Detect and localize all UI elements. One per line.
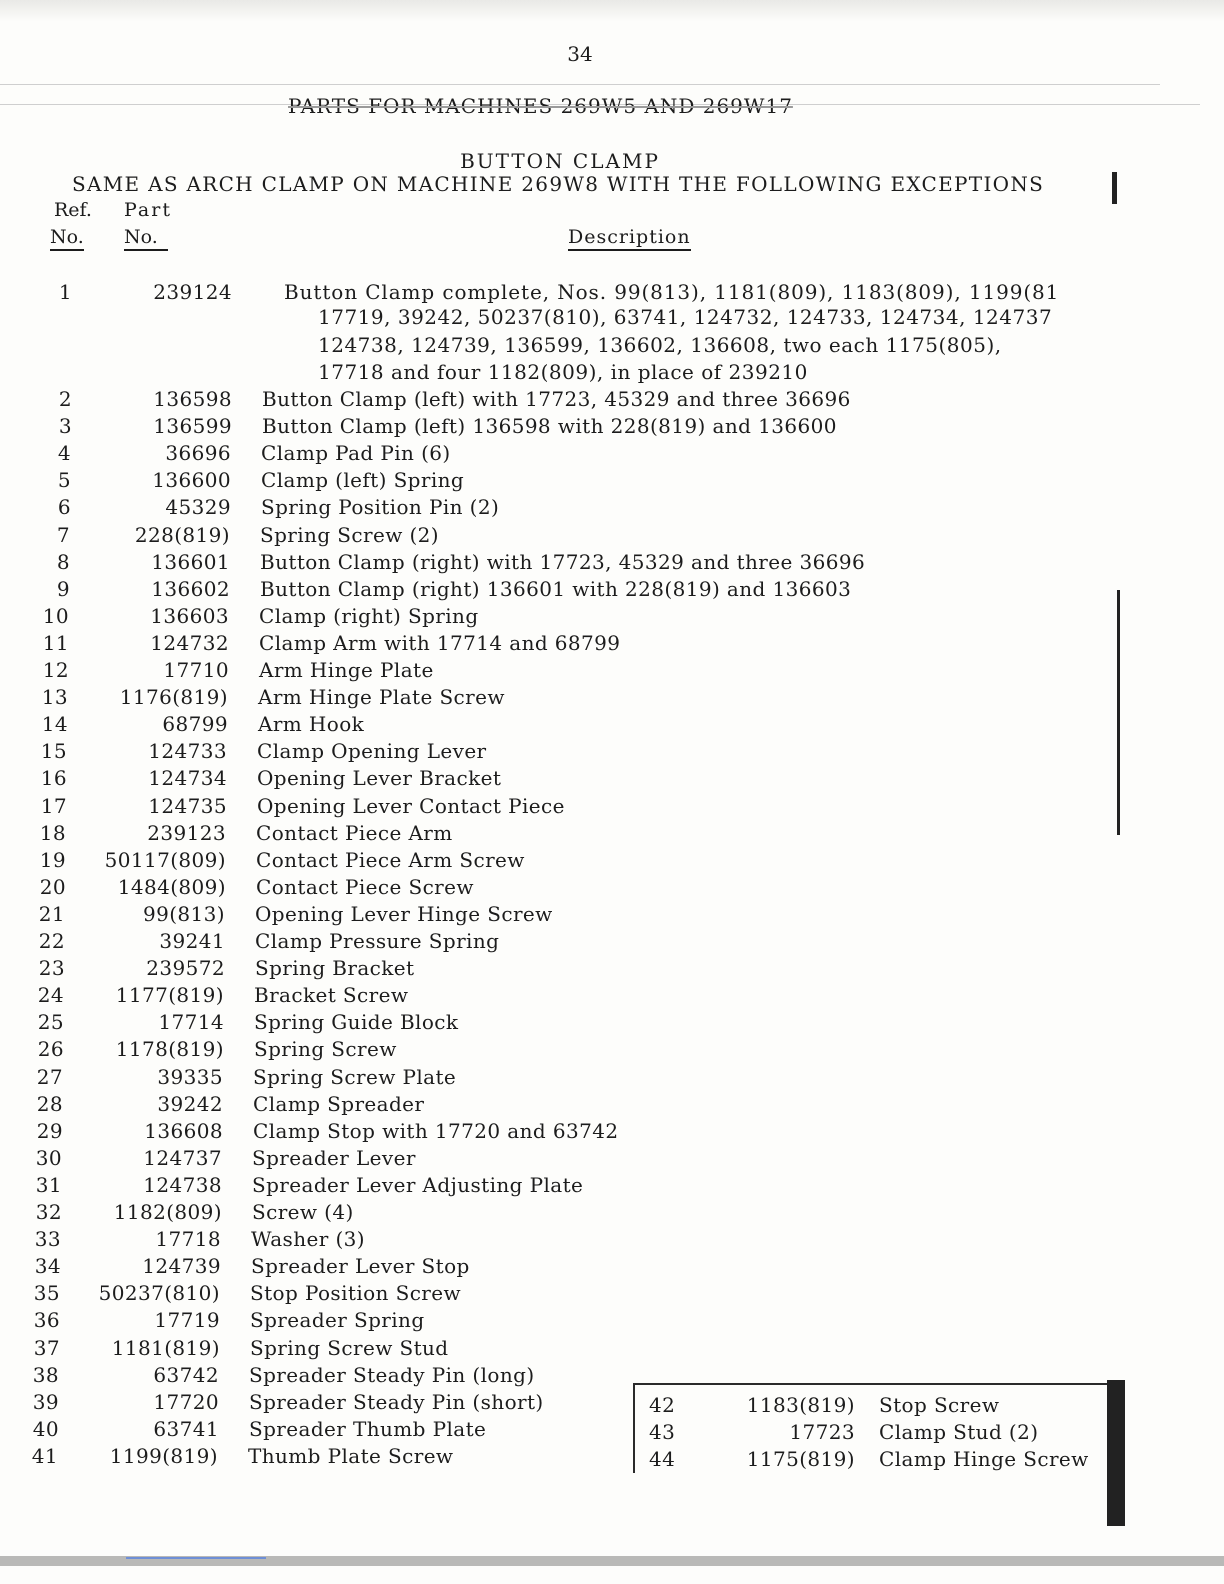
ref-number: 3 [58,414,72,438]
description: Button Clamp (right) with 17723, 45329 and three 36696 [260,550,866,574]
ref-number: 37 [33,1336,60,1360]
part-number: 50117(809) [104,848,226,872]
ref-number: 2 [58,387,72,411]
part-number: 45329 [165,495,231,519]
description-header: Description [568,226,691,251]
ref-number: 38 [32,1363,59,1387]
table-row [37,658,1037,685]
table-row [30,1146,1030,1173]
description: Spring Guide Block [254,1010,459,1034]
table-row [635,1447,1113,1474]
part-number: 17720 [153,1390,219,1414]
section-note: SAME AS ARCH CLAMP ON MACHINE 269W8 WITH THE FOLLOWING EXCEPTIONS [72,172,1045,196]
part-number: 239123 [147,821,226,845]
part-number: 1175(819) [746,1447,855,1471]
description: Thumb Plate Screw [248,1444,454,1468]
table-row [35,766,1035,793]
table-row [34,821,1034,848]
part-number: 124732 [150,631,229,655]
description: Clamp (right) Spring [259,604,479,628]
part-number: 239572 [146,956,225,980]
description: Spreader Thumb Plate [249,1417,487,1441]
part-number: 50237(810) [98,1281,220,1305]
table-row [39,495,1039,522]
part-number: 1181(819) [111,1336,220,1360]
part-number: 63741 [153,1417,219,1441]
ref-number: 9 [56,577,70,601]
description: Spreader Spring [250,1308,425,1332]
description: Clamp Opening Lever [257,739,487,763]
ref-number: 4 [57,441,71,465]
table-row [28,1336,1028,1363]
part-number: 17723 [789,1420,855,1444]
ref-number: 16 [40,766,67,790]
description: Opening Lever Bracket [257,766,502,790]
scan-edge-mark [1117,590,1120,835]
table-row [36,685,1036,712]
part-number: 39335 [157,1065,223,1089]
description: Bracket Screw [254,983,409,1007]
table-row [31,1119,1031,1146]
ref-number: 33 [34,1227,61,1251]
ref-number: 30 [35,1146,62,1170]
description: Contact Piece Arm [256,821,453,845]
continuation-box [633,1383,1113,1473]
ref-number: 10 [42,604,69,628]
part-number: 228(819) [134,523,230,547]
table-row [30,1200,1030,1227]
part-number: 36696 [165,441,231,465]
part-number: 136598 [153,387,232,411]
description: Clamp Stud (2) [879,1420,1039,1444]
scan-blue-line [126,1557,266,1559]
table-row [32,1037,1032,1064]
table-row [38,550,1038,577]
table-row [37,631,1037,658]
ref-number: 5 [57,468,71,492]
ref-number: 31 [35,1173,62,1197]
part-header-top: Part [124,199,172,221]
description: Clamp Stop with 17720 and 63742 [253,1119,619,1143]
scan-top-shading [0,0,1224,22]
table-row [29,1254,1029,1281]
part-number: 17710 [163,658,229,682]
description: Stop Screw [879,1393,1000,1417]
ref-number: 41 [31,1444,58,1468]
ref-number: 17 [40,794,67,818]
table-row [31,1065,1031,1092]
description: Spreader Lever Stop [251,1254,470,1278]
table-row [33,902,1033,929]
ref-header-top: Ref. [54,199,92,221]
description: Contact Piece Arm Screw [256,848,525,872]
ref-number: 18 [39,821,66,845]
description: Arm Hinge Plate [259,658,434,682]
part-number: 63742 [153,1363,219,1387]
part-number: 99(813) [142,902,225,926]
description: Spreader Steady Pin (long) [249,1363,535,1387]
ref-number: 42 [649,1393,676,1417]
table-row [40,280,1130,307]
ref-number: 14 [41,712,68,736]
description: Spreader Lever [252,1146,416,1170]
part-number: 136599 [153,414,232,438]
description: Clamp (left) Spring [261,468,465,492]
table-row [31,1092,1031,1119]
part-number: 136602 [151,577,230,601]
scan-edge-mark [1112,172,1117,204]
ref-number: 34 [34,1254,61,1278]
description: Spreader Steady Pin (short) [249,1390,544,1414]
part-number: 124738 [143,1173,222,1197]
table-row [33,929,1033,956]
ref-number: 26 [37,1037,64,1061]
table-row [39,468,1039,495]
table-row [32,983,1032,1010]
page-title: PARTS FOR MACHINES 269W5 AND 269W17 [288,94,793,118]
description: Clamp Spreader [253,1092,425,1116]
ref-number: 20 [39,875,66,899]
ref-number: 21 [38,902,65,926]
part-number: 17718 [155,1227,221,1251]
part-number: 136603 [150,604,229,628]
table-row [635,1393,1113,1420]
ref-number: 7 [56,523,70,547]
ref-header-bottom: No. [50,226,84,251]
description: Button Clamp (left) with 17723, 45329 and three 36696 [262,387,851,411]
description: Spreader Lever Adjusting Plate [252,1173,584,1197]
description: Button Clamp (left) 136598 with 228(819) and 136600 [262,414,837,438]
ref-number: 22 [38,929,65,953]
faint-rule [0,84,1160,85]
ref-number: 6 [57,495,71,519]
ref-number: 36 [33,1308,60,1332]
description: Spring Screw Plate [253,1065,457,1089]
part-header-bottom: No. [124,226,168,251]
part-number: 1183(819) [746,1393,855,1417]
part-number: 1199(819) [109,1444,218,1468]
part-number: 124733 [148,739,227,763]
description: Arm Hinge Plate Screw [258,685,505,709]
part-number: 1177(819) [115,983,224,1007]
ref-number: 40 [32,1417,59,1441]
table-row [30,1173,1030,1200]
ref-number: 8 [56,550,70,574]
description: Clamp Hinge Screw [879,1447,1089,1471]
ref-number: 24 [37,983,64,1007]
description: Contact Piece Screw [256,875,474,899]
description: Stop Position Screw [250,1281,462,1305]
section-title: BUTTON CLAMP [460,149,660,173]
table-row [36,712,1036,739]
description: Button Clamp complete, Nos. 99(813), 1181(809), 1183(809), 1199(81 [284,280,1060,304]
part-number: 124737 [143,1146,222,1170]
part-number: 1484(809) [117,875,226,899]
ref-number: 1 [58,280,72,304]
part-number: 136600 [152,468,231,492]
ref-number: 12 [42,658,69,682]
ref-number: 25 [37,1010,64,1034]
ref-number: 44 [649,1447,676,1471]
ref-number: 13 [41,685,68,709]
description: Spring Screw Stud [250,1336,449,1360]
table-row [39,441,1039,468]
description-continuation: 17719, 39242, 50237(810), 63741, 124732, 124733, 124734, 124737 [318,305,1053,329]
table-row [35,739,1035,766]
ref-number: 15 [40,739,67,763]
ref-number: 28 [36,1092,63,1116]
part-number: 136601 [151,550,230,574]
part-number: 1178(819) [115,1037,224,1061]
table-row [29,1227,1029,1254]
description: Spring Bracket [255,956,415,980]
description: Spring Screw [254,1037,397,1061]
table-row [40,387,1040,414]
description: Clamp Arm with 17714 and 68799 [259,631,621,655]
description: Spring Position Pin (2) [261,495,500,519]
part-number: 17714 [158,1010,224,1034]
table-row [38,523,1038,550]
description: Screw (4) [252,1200,354,1224]
part-number: 39241 [159,929,225,953]
ref-number: 35 [33,1281,60,1305]
description: Opening Lever Contact Piece [257,794,565,818]
table-row [34,848,1034,875]
table-row [28,1281,1028,1308]
part-number: 124735 [148,794,227,818]
description: Spring Screw (2) [260,523,440,547]
table-row [34,875,1034,902]
page-number: 34 [567,42,593,66]
description: Washer (3) [251,1227,365,1251]
part-number: 68799 [162,712,228,736]
part-number: 136608 [144,1119,223,1143]
ref-number: 32 [35,1200,62,1224]
ref-number: 11 [42,631,69,655]
part-number: 1182(809) [113,1200,222,1224]
table-row [37,604,1037,631]
description: Clamp Pad Pin (6) [261,441,451,465]
table-row [635,1420,1113,1447]
ref-number: 23 [38,956,65,980]
ref-number: 19 [39,848,66,872]
part-number: 17719 [154,1308,220,1332]
part-number: 239124 [153,280,232,304]
description: Button Clamp (right) 136601 with 228(819) and 136603 [260,577,852,601]
scan-edge-mark [1107,1380,1125,1526]
part-number: 124734 [148,766,227,790]
ref-number: 43 [649,1420,676,1444]
part-number: 124739 [142,1254,221,1278]
table-row [38,577,1038,604]
part-number: 39242 [157,1092,223,1116]
ref-number: 29 [36,1119,63,1143]
description: Clamp Pressure Spring [255,929,500,953]
description-continuation: 124738, 124739, 136599, 136602, 136608, two each 1175(805), [318,333,1002,357]
part-number: 1176(819) [119,685,228,709]
description: Arm Hook [258,712,365,736]
ref-number: 39 [32,1390,59,1414]
table-row [28,1308,1028,1335]
table-row [40,414,1040,441]
ref-number: 27 [36,1065,63,1089]
table-row [35,794,1035,821]
table-row [32,1010,1032,1037]
description-continuation: 17718 and four 1182(809), in place of 239210 [318,360,808,384]
description: Opening Lever Hinge Screw [255,902,553,926]
table-row [33,956,1033,983]
